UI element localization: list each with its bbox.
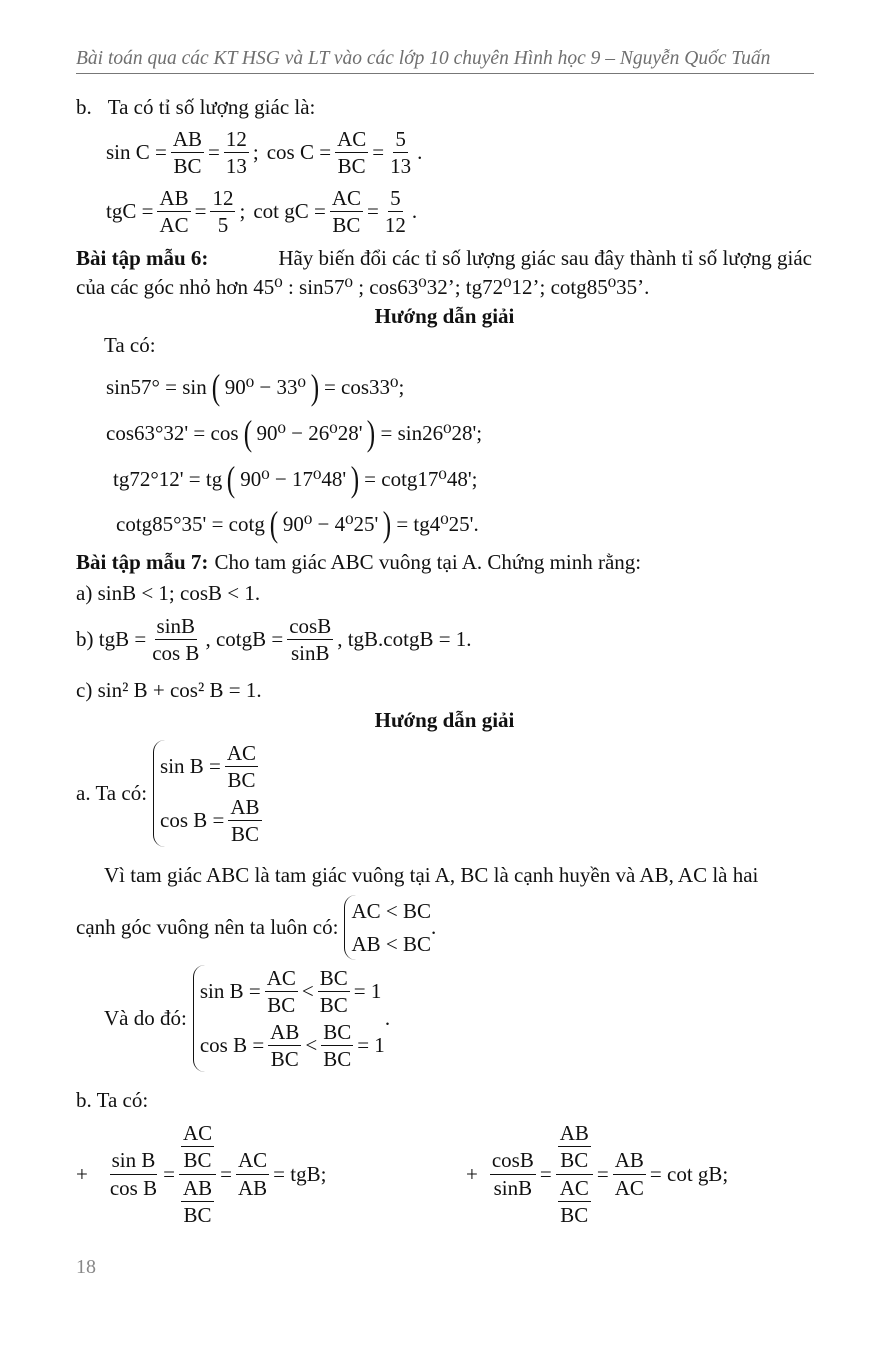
formula-tgB: + $\frac{\text{sin B}}{\text{cos B}}$ = $\frac{\frac{AC}{BC}}{\frac{AB}{BC}}$ = $\frac{AC}{AB}$ = tgB; <box>76 1121 327 1227</box>
solution-a-system: a. Ta có: sin B = $\frac{AC}{BC}$ cos B = $\frac{AB}{BC}$ <box>76 740 266 847</box>
solution-heading: Hướng dẫn giải <box>374 304 515 328</box>
ta-co: Ta có: <box>104 333 156 357</box>
claim-a: a) sinB < 1; cosB < 1. <box>76 581 261 605</box>
exercise-6-title: Bài tập mẫu 6: Hãy biến đổi các tỉ số lượng giác sau đây thành tỉ số lượng giác <box>76 246 812 270</box>
exercise-6-text: của các góc nhỏ hơn 45⁰ : sin57⁰ ; cos63⁰32’; tg72⁰12’; cotg85⁰35’. <box>76 275 650 299</box>
part-b-intro: b. Ta có tỉ số lượng giác là: <box>76 95 316 119</box>
formula-line: tg72°12' = tg ( 90⁰ − 17⁰48' ) = cotg17⁰48'; <box>113 458 477 500</box>
solution-heading: Hướng dẫn giải <box>374 708 515 732</box>
formula-tgC-cotgC: tgC = $\frac{AB}{AC}$ = $\frac{12}{5}$ ; cot gC = $\frac{AC}{BC}$ = $\frac{5}{12}$ . <box>106 186 418 238</box>
formula-line: cos63°32' = cos ( 90⁰ − 26⁰28' ) = sin26⁰28'; <box>106 412 482 454</box>
paragraph-inequalities: cạnh góc vuông nên ta luôn có: AC < BC AB < BC . <box>76 895 436 960</box>
exercise-7-title: Bài tập mẫu 7: Cho tam giác ABC vuông tại A. Chứng minh rằng: <box>76 550 642 574</box>
claim-c: c) sin² B + cos² B = 1. <box>76 678 262 702</box>
solution-b-intro: b. Ta có: <box>76 1088 149 1112</box>
paragraph: Vì tam giác ABC là tam giác vuông tại A, BC là cạnh huyền và AB, AC là hai <box>104 863 759 887</box>
running-header: Bài toán qua các KT HSG và LT vào các lớp 10 chuyên Hình học 9 – Nguyễn Quốc Tuấn <box>76 48 814 74</box>
page-number: 18 <box>76 1256 96 1278</box>
formula-line: sin57° = sin ( 90⁰ − 33⁰ ) = cos33⁰; <box>106 366 404 408</box>
formula-sinC-cosC: sin C = $\frac{AB}{BC}$ = $\frac{12}{13}$ ; cos C = $\frac{AC}{BC}$ = $\frac{5}{13}$ . <box>106 127 423 179</box>
formula-cotgB: + $\frac{\cos B}{\sin B}$ = $\frac{\frac{AB}{BC}}{\frac{AC}{BC}}$ = $\frac{AB}{AC}$ = cot gB; <box>466 1121 729 1227</box>
formula-line: cotg85°35' = cotg ( 90⁰ − 4⁰25' ) = tg4⁰25'. <box>116 503 479 545</box>
therefore-system: Và do đó: sin B = $\frac{AC}{BC}$ < $\frac{BC}{BC}$ = 1 cos B = $\frac{AB}{BC}$ < $\frac{BC}{BC}$ = 1 . <box>104 966 391 1071</box>
claim-b: b) tgB = $\frac{\sin B}{\text{cos B}}$ , cotgB = $\frac{\cos B}{\sin B}$ , tgB.cotgB = 1. <box>76 614 472 666</box>
